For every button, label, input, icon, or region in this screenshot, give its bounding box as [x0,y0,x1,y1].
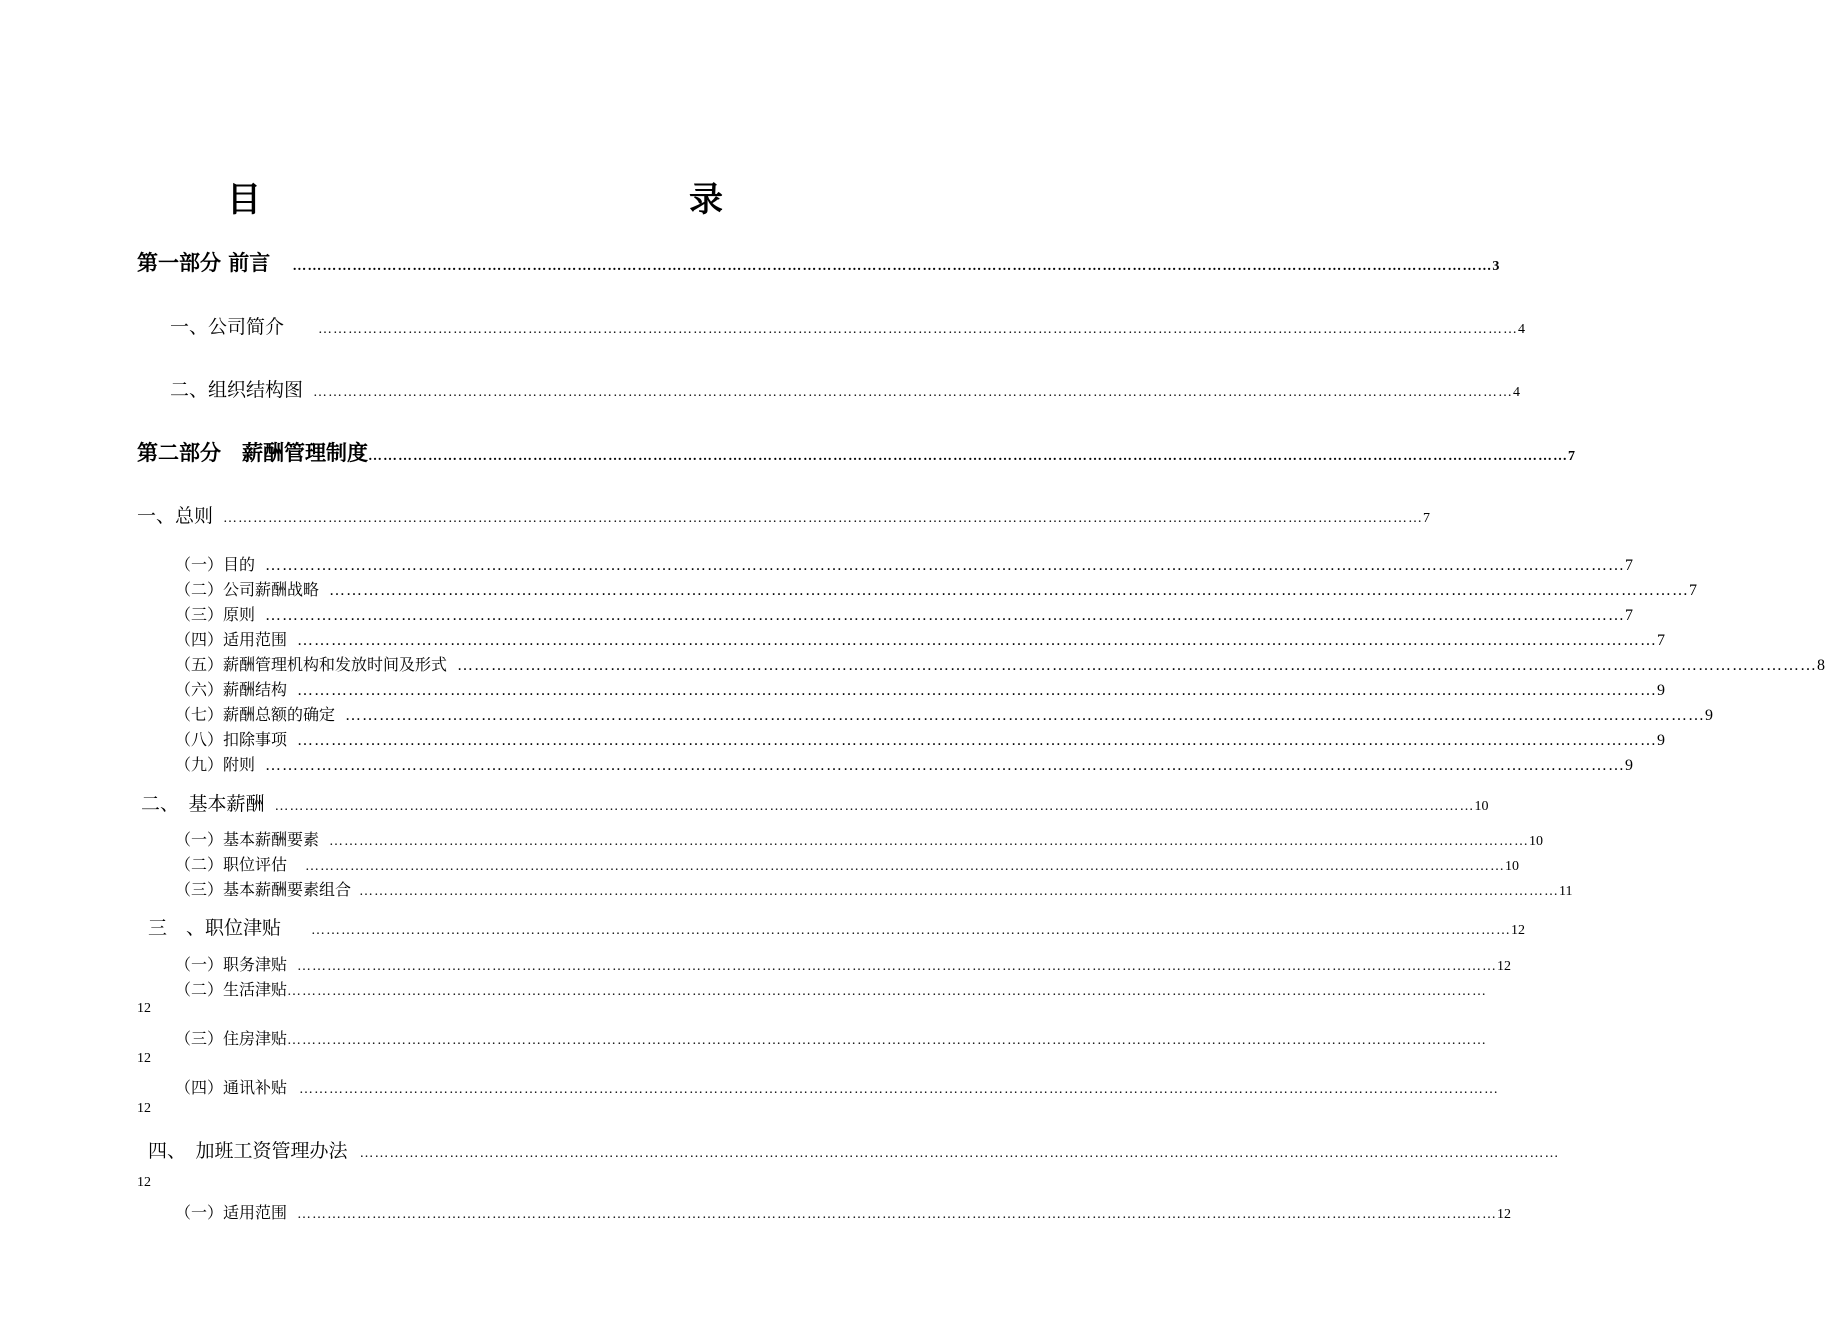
toc-entry-page: 7 [1689,582,1698,599]
toc-entry-label: （五）薪酬管理机构和发放时间及形式 [175,655,448,674]
toc-entry-label: （三）原则 [175,605,256,624]
toc-entry-label: （一）适用范围 [175,1203,288,1222]
dot-leader: …………………………………………………………………………………………………………………………………………………………………………………………………………………… [345,707,1706,724]
toc-entry-page: 12 [137,1051,151,1066]
toc-entry-page: 12 [1511,923,1526,938]
toc-entry-label: （四）适用范围 [175,630,288,649]
toc-entry-label: （一）职务津贴 [175,955,288,974]
dot-leader: …………………………………………………………………………………………………………………………………………………………………………………………………………………… [318,322,1519,337]
toc-entry[interactable] [175,1200,1512,1223]
toc-title: 目 录 [227,180,843,220]
toc-entry-label: （一）目的 [175,555,256,574]
toc-entry-label: （二）公司薪酬战略 [175,580,320,599]
dot-leader: …………………………………………………………………………………………………………………………………………………………………………………………………………………… [311,923,1512,938]
toc-entry-label: （六）薪酬结构 [175,680,288,699]
toc-entry-page: 11 [1559,884,1573,899]
dot-leader: …………………………………………………………………………………………………………………………………………………………………………………………………………………… [297,1207,1498,1222]
dot-leader: …………………………………………………………………………………………………………………………………………………………………………………………………………………… [359,1146,1560,1161]
dot-leader: …………………………………………………………………………………………………………………………………………………………………………………………………………………… [292,259,1493,274]
toc-entry-label: （八）扣除事项 [175,730,288,749]
dot-leader: …………………………………………………………………………………………………………………………………………………………………………………………………………………… [329,834,1530,849]
toc-entry-label: 二、组织结构图 [170,379,304,401]
toc-entry-wrapped[interactable] [175,1026,1488,1049]
toc-entry[interactable] [175,952,1512,975]
toc-entry[interactable] [175,577,1698,600]
toc-entry-page: 9 [1657,732,1666,749]
toc-entry-label: 一、总则 [137,505,214,527]
toc-entry-page: 9 [1705,707,1714,724]
toc-entry-page: 3 [1492,259,1500,274]
toc-entry-page: 12 [137,1101,151,1116]
dot-leader: …………………………………………………………………………………………………………………………………………………………………………………………………………………… [313,385,1514,400]
toc-entry-page: 10 [1474,799,1489,814]
toc-entry[interactable] [141,789,1489,816]
toc-entry-wrapped[interactable] [175,1075,1500,1098]
toc-entry[interactable] [137,501,1431,528]
toc-entry-label: （三）住房津贴 [175,1029,288,1048]
toc-entry-page: 12 [1497,959,1512,974]
toc-entry-wrapped[interactable] [175,977,1488,1000]
toc-entry[interactable] [175,752,1634,775]
toc-entry-page: 12 [137,1001,151,1016]
toc-entry-label: 第一部分 前言 [137,251,271,275]
dot-leader: …………………………………………………………………………………………………………………………………………………………………………………………………………………… [297,959,1498,974]
toc-entry[interactable] [170,375,1521,402]
dot-leader: …………………………………………………………………………………………………………………………………………………………………………………………………………………… [359,884,1560,899]
toc-entry[interactable] [175,652,1825,675]
toc-entry-page: 12 [1497,1207,1512,1222]
toc-entry[interactable] [175,602,1634,625]
toc-entry-page: 10 [1505,859,1520,874]
dot-leader: …………………………………………………………………………………………………………………………………………………………………………………………………………………… [305,859,1506,874]
toc-entry-page: 7 [1657,632,1666,649]
dot-leader: …………………………………………………………………………………………………………………………………………………………………………………………………………………… [223,511,1424,526]
toc-entry[interactable] [175,727,1666,750]
toc-entry-label: 二、 基本薪酬 [141,793,265,815]
toc-entry-page: 12 [137,1175,151,1190]
toc-entry-label: 三 、职位津贴 [148,917,282,939]
toc-entry[interactable] [175,702,1714,725]
dot-leader: …………………………………………………………………………………………………………………………………………………………………………………………………………………… [297,732,1658,749]
dot-leader: …………………………………………………………………………………………………………………………………………………………………………………………………………………… [265,757,1626,774]
toc-entry[interactable] [170,312,1526,339]
toc-entry[interactable] [175,877,1573,900]
toc-entry-page: 7 [1625,557,1634,574]
toc-entry-label: （一）基本薪酬要素 [175,830,320,849]
toc-entry-page: 4 [1513,385,1521,400]
dot-leader: …………………………………………………………………………………………………………………………………………………………………………………………………………………… [297,682,1658,699]
toc-entry-label: （四）通讯补贴 [175,1078,288,1097]
toc-entry[interactable] [148,913,1526,940]
toc-entry-label: （七）薪酬总额的确定 [175,705,336,724]
dot-leader: …………………………………………………………………………………………………………………………………………………………………………………………………………………… [287,984,1488,999]
toc-entry-page: 9 [1657,682,1666,699]
toc-entry-label: 一、公司简介 [170,316,285,338]
toc-entry-page: 8 [1817,657,1825,674]
toc-entry-label: 四、 加班工资管理办法 [148,1140,348,1162]
dot-leader: …………………………………………………………………………………………………………………………………………………………………………………………………………………… [297,632,1658,649]
dot-leader: …………………………………………………………………………………………………………………………………………………………………………………………………………………… [274,799,1475,814]
toc-entry-page: 4 [1518,322,1526,337]
toc-entry-label: 第二部分 薪酬管理制度 [137,441,368,465]
dot-leader: …………………………………………………………………………………………………………………………………………………………………………………………………………………… [368,449,1568,464]
dot-leader: …………………………………………………………………………………………………………………………………………………………………………………………………………………… [287,1033,1488,1048]
toc-entry-label: （三）基本薪酬要素组合 [175,880,352,899]
dot-leader: …………………………………………………………………………………………………………………………………………………………………………………………………………………… [265,557,1626,574]
toc-entry-page: 7 [1423,511,1431,526]
toc-entry-part1[interactable] [137,247,1500,277]
toc-entry-page: 10 [1529,834,1544,849]
dot-leader: …………………………………………………………………………………………………………………………………………………………………………………………………………………… [329,582,1690,599]
toc-entry-wrapped[interactable] [148,1136,1560,1163]
toc-entry-page: 7 [1625,607,1634,624]
toc-entry[interactable] [175,552,1634,575]
toc-entry-page: 7 [1568,449,1575,464]
toc-entry-label: （二）生活津贴 [175,980,288,999]
toc-entry[interactable] [175,677,1666,700]
dot-leader: …………………………………………………………………………………………………………………………………………………………………………………………………………………… [457,657,1818,674]
toc-entry[interactable] [175,827,1544,850]
toc-entry-label: （二）职位评估 [175,855,288,874]
dot-leader: …………………………………………………………………………………………………………………………………………………………………………………………………………………… [299,1082,1500,1097]
toc-entry-page: 9 [1625,757,1634,774]
toc-entry[interactable] [175,852,1520,875]
toc-entry-label: （九）附则 [175,755,256,774]
dot-leader: …………………………………………………………………………………………………………………………………………………………………………………………………………………… [265,607,1626,624]
toc-entry[interactable] [175,627,1666,650]
toc-entry-part2[interactable] [137,437,1575,467]
